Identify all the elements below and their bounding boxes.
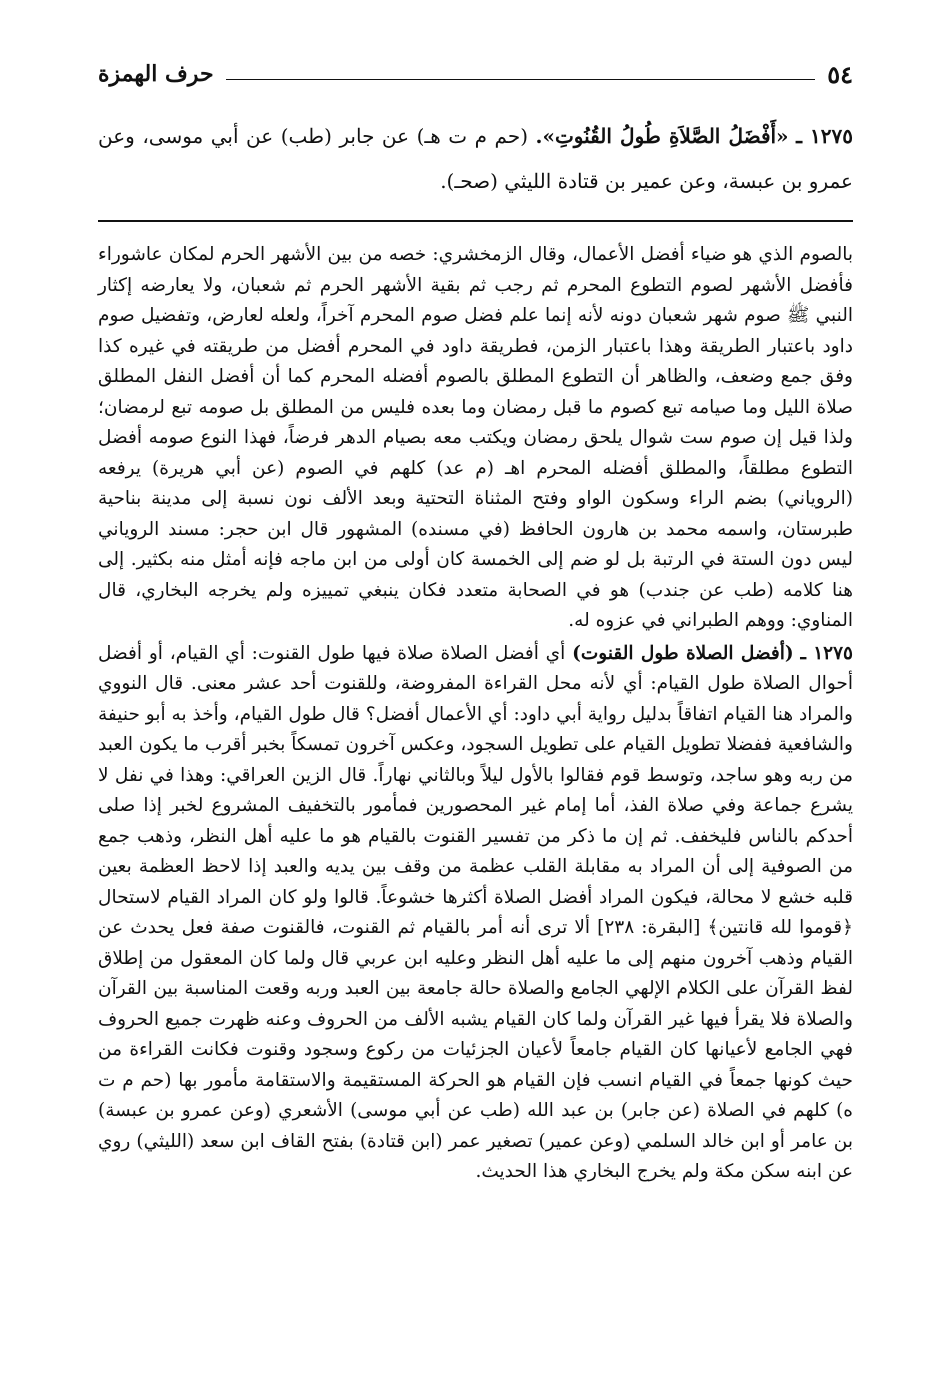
commentary-paragraph-1: بالصوم الذي هو ضياء أفضل الأعمال، وقال الزمخشري: خصه من بين الأشهر الحرم لمكان عاشوراء فأفضل الأشهر لصوم التطوع المحرم ثم رجب ثم بقية الأشهر الحرم ثم شعبان، ولا يعارضه إكثار النبي ﷺ صوم شهر شعبان دونه لأنه إنما علم فضل صوم المحرم آخراً، ولعله لعارض، وتفضيل صوم داود باعتبار الطريقة وهذا باعتبار الزمن، فطريقة داود في المحرم أفضل من طريقته في غيره كذا وفق جمع وضعف، والظاهر أن التطوع المطلق بالصوم أفضله المحرم كما أن أفضل النفل المطلق صلاة الليل وما صيامه تبع كصوم ما قبل رمضان وما بعده فليس من المطلق بل صومه تبع لرمضان؛ ولذا قيل إن صوم ست شوال يلحق رمضان ويكتب معه بصيام الدهر فرضاً، فهذا النوع صومه أفضل التطوع مطلقاً، والمطلق أفضله المحرم اهـ (م عد) كلهم في الصوم (عن أبي هريرة) يرفعه (الروياني) بضم الراء وسكون الواو وفتح المثناة التحتية وبعد الألف نون نسبة إلى مدينة بناحية طبرستان، واسمه محمد بن هارون الحافظ (في مسنده) المشهور قال ابن حجر: مسند الروياني ليس دون الستة في الرتبة بل لو ضم إلى الخمسة كان أولى من ابن ماجه فإنه أمثل منه بكثير. إلى هنا كلامه (طب عن جندب) هو في الصحابة متعدد فكان ينبغي تمييزه ولم يخرجه البخاري، قال المناوي: ووهم الطبراني في عزوه له.: [98, 244, 853, 631]
page-number: ٥٤: [827, 59, 853, 89]
commentary-text: أي أفضل الصلاة صلاة فيها طول القنوت: أي القيام، أو أفضل أحوال الصلاة طول القيام: أي لأنه محل القراءة المفروضة، وللقنوت أحد عشر معنى. قال النووي والمراد هنا القيام اتفاقاً بدليل رواية أبي داود: أي الأعمال أفضل؟ قال طول القيام، وأخذ به أبو حنيفة والشافعية ففضلا تطويل القيام على تطويل السجود، وعكس آخرون تمسكاً بخبر أقرب ما يكون العبد من ربه وهو ساجد، وتوسط قوم فقالوا بالأول ليلاً وبالثاني نهاراً. قال الزين العراقي: وهذا في نفل لا يشرع جماعة وفي صلاة الفذ، أما إمام غير المحصورين فمأمور بالتخفيف المشروع لخبر إذا صلى أحدكم بالناس فليخفف. ثم إن ما ذكر من تفسير القنوت بالقيام هو ما عليه أهل النظر، وذهب جمع من الصوفية إلى أن المراد به مقابلة القلب عظمة من وقف بين يديه والعبد إذا لاحظ العظمة بعين قلبه خشع لا محالة، فيكون المراد أفضل الصلاة أكثرها خشوعاً. قالوا ولو كان المراد القيام لاستحال ﴿قوموا لله قانتين﴾ [البقرة: ٢٣٨] ألا ترى أنه أمر بالقيام ثم القنوت، فالقنوت صفة فعل يحدث عن القيام وذهب آخرون منهم إلى ما عليه أهل النظر وعليه ابن عربي قال ولما كان المعقول من إطلاق لفظ القرآن على الكلام الإلهي الجامع والصلاة حالة جامعة بين العبد وربه وقعت المناسبة بين القرآن والصلاة فلا يقرأ فيها غير القرآن ولما كان القيام يشبه الألف من الحروف وعنه ظهرت جميع الحروف فهي الجامع لأعيانها كان القيام جامعاً لأعيان الجزئيات من ركوع وسجود وقنوت فكانت القراءة من حيث كونها جمعاً في القيام انسب فإن القيام هو الحركة المستقيمة والاستقامة مأمور بها (حم م ت ه) كلهم في الصلاة (عن جابر) بن عبد الله (طب عن أبي موسى) الأشعري (وعن عمرو بن عبسة) بن عامر أو ابن خالد السلمي (وعن عمير) تصغير عمر (ابن قتادة) بفتح القاف ابن سعد (الليثي) روي عن ابنه سكن مكة ولم يخرج البخاري هذا الحديث.: [98, 642, 854, 1182]
hadith-number: ١٢٧٥ ـ: [796, 124, 854, 148]
hadith-text: [98, 114, 853, 204]
footnote-divider: [98, 220, 853, 222]
hadith-matn: «أَفْضَلُ الصَّلاَةِ طُولُ القُنُوتِ».: [535, 124, 789, 148]
hadith-sources: (حم م ت هـ) عن جابر (طب) عن أبي موسى، وعن عمرو بن عبسة، وعن عمير بن قتادة الليثي (صحـ).: [98, 124, 853, 193]
commentary-lemma: (أفضل الصلاة طول القنوت): [572, 642, 794, 664]
chapter-title: حرف الهمزة: [98, 61, 214, 87]
running-header: [98, 56, 853, 92]
commentary-paragraph-2: [98, 639, 853, 1188]
header-rule: [226, 79, 816, 80]
commentary-hadith-number: ١٢٧٥ ـ: [800, 642, 853, 664]
